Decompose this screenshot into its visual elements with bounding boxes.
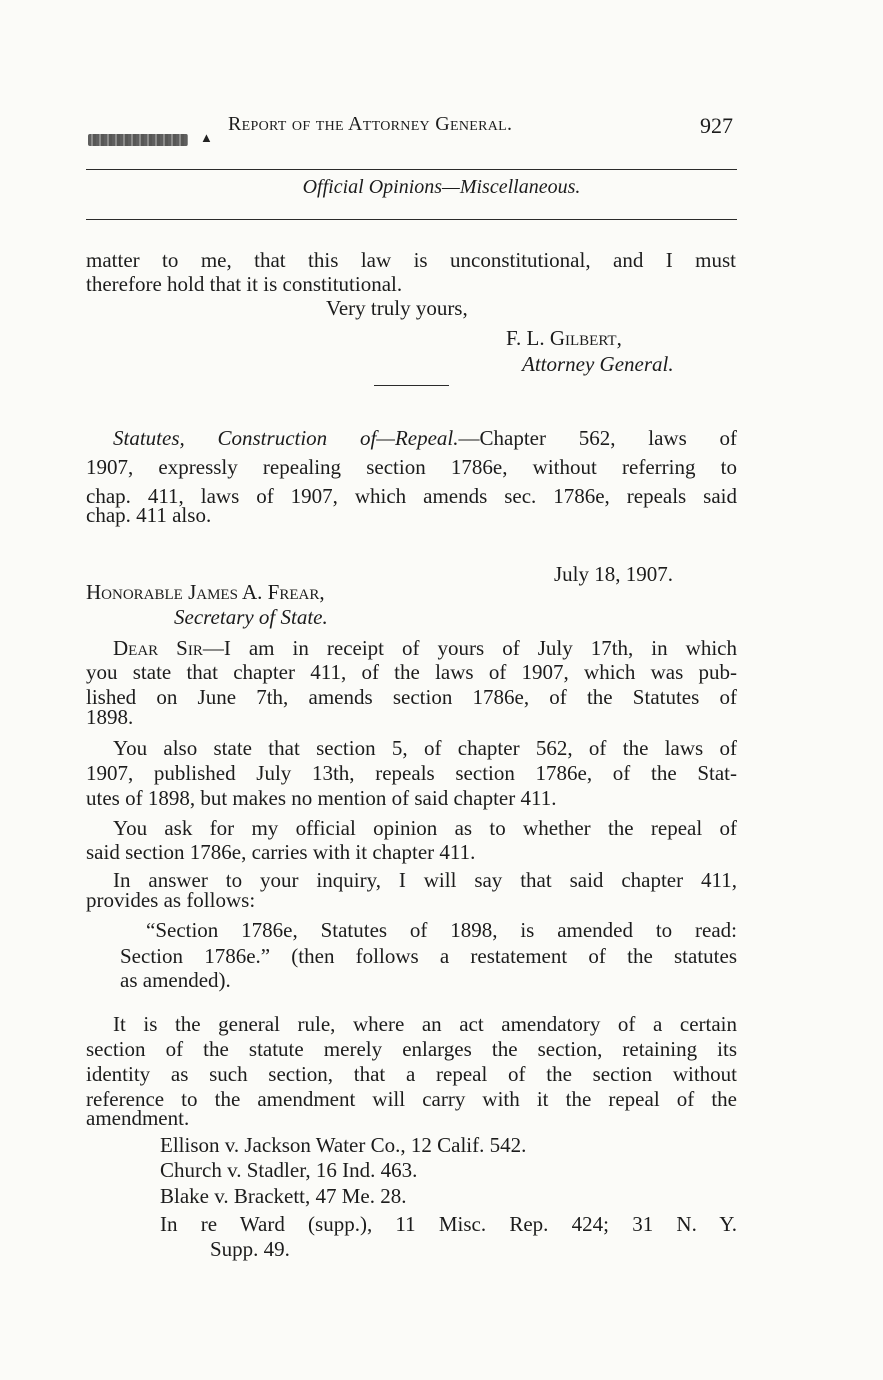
- body-line: In answer to your inquiry, I will say that said chapter 411,: [113, 868, 737, 892]
- headnote-line: chap. 411, laws of 1907, which amends sec. 1786e, repeals said: [86, 484, 737, 508]
- headnote-line: 1907, expressly repealing section 1786e, without referring to: [86, 455, 737, 479]
- section-title: Official Opinions—Miscellaneous.: [302, 176, 581, 198]
- letter-date: July 18, 1907.: [554, 562, 674, 586]
- body-line: you state that chapter 411, of the laws of 1907, which was pub-: [86, 660, 737, 684]
- addressee-title: Secretary of State.: [174, 605, 328, 629]
- body-line: 1907, published July 13th, repeals section 1786e, of the Stat-: [86, 761, 737, 785]
- body-line: It is the general rule, where an act amendatory of a certain: [113, 1012, 737, 1036]
- salutation: Dear Sir: [113, 636, 203, 660]
- header-rule-top: [86, 169, 737, 170]
- body-line: You also state that section 5, of chapter 562, of the laws of: [113, 736, 737, 760]
- quote-line: “Section 1786e, Statutes of 1898, is amended to read:: [146, 918, 737, 942]
- headnote-rest: —Chapter 562, laws of: [458, 426, 738, 450]
- headnote-line: chap. 411 also.: [86, 503, 212, 527]
- citation: Church v. Stadler, 16 Ind. 463.: [160, 1158, 418, 1182]
- page-number: 927: [700, 113, 733, 138]
- quote-line: as amended).: [120, 968, 231, 992]
- body-line: amendment.: [86, 1106, 190, 1130]
- closing: Very truly yours,: [326, 296, 468, 320]
- header-rule-bottom: [86, 219, 737, 220]
- ink-mark: ▲: [200, 130, 213, 145]
- body-line: lished on June 7th, amends section 1786e, of the Statutes of: [86, 685, 737, 709]
- signer-name: F. L. Gilbert,: [506, 326, 622, 350]
- body-line: provides as follows:: [86, 888, 256, 912]
- addressee-name: Honorable James A. Frear,: [86, 580, 325, 604]
- citation: In re Ward (supp.), 11 Misc. Rep. 424; 31 N. Y.: [160, 1212, 737, 1236]
- headnote-lead: Statutes, Construction of—Repeal.: [113, 426, 459, 450]
- running-head: Report of the Attorney General.: [228, 113, 513, 135]
- body-line: reference to the amendment will carry with it the repeal of the: [86, 1087, 737, 1111]
- body-line: said section 1786e, carries with it chapter 411.: [86, 840, 476, 864]
- body-line: You ask for my official opinion as to whether the repeal of: [113, 816, 737, 840]
- signer-title: Attorney General.: [522, 352, 674, 376]
- body-line: 1898.: [86, 705, 134, 729]
- body-line: matter to me, that this law is unconstitutional, and I must: [86, 248, 736, 272]
- body-line: section of the statute merely enlarges the section, retaining its: [86, 1037, 737, 1061]
- separator-rule: [374, 385, 449, 386]
- body-line: Dear Sir—I am in receipt of yours of July 17th, in which: [113, 636, 737, 660]
- body-line: identity as such section, that a repeal of the section without: [86, 1062, 737, 1086]
- headnote-line: [113, 426, 737, 450]
- citation: Blake v. Brackett, 47 Me. 28.: [160, 1184, 407, 1208]
- body-line: therefore hold that it is constitutional.: [86, 272, 403, 296]
- ink-smudge: [88, 134, 188, 146]
- body-line: utes of 1898, but makes no mention of said chapter 411.: [86, 786, 557, 810]
- citation: Ellison v. Jackson Water Co., 12 Calif. 542.: [160, 1133, 527, 1157]
- quote-line: Section 1786e.” (then follows a restatement of the statutes: [120, 944, 737, 968]
- citation: Supp. 49.: [210, 1237, 290, 1261]
